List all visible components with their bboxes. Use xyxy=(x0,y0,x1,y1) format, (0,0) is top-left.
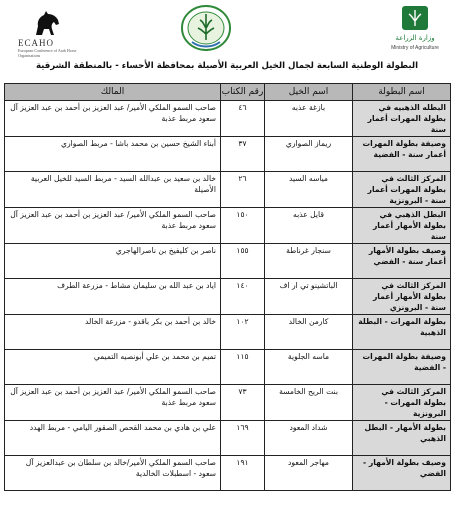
table-header-row xyxy=(5,84,451,101)
number-cell: ١٥٥ xyxy=(221,244,265,279)
number-cell: ١٠٢ xyxy=(221,315,265,350)
owner-cell: صاحب السمو الملكي الأمير/ عبد العزيز بن أحمد بن عبد العزيز آل سعود مربط عذبة xyxy=(5,101,221,137)
header-owner: المالك xyxy=(5,84,221,101)
horse-cell: الباتشينو تي ار اف xyxy=(265,279,353,315)
horse-cell: كارمن الخالد xyxy=(265,315,353,350)
table-row xyxy=(5,315,451,350)
table-row xyxy=(5,172,451,208)
table-row xyxy=(5,385,451,421)
owner-cell: خالد بن أحمد بن بكر باقدو - مزرعة الخالد xyxy=(5,315,221,350)
emblem-logo xyxy=(180,4,232,52)
horse-cell: بازغة عذبه xyxy=(265,101,353,137)
owner-cell: علي بن هادي بن محمد القحص الصقور اليامي - مربط الهدد xyxy=(5,421,221,456)
ministry-logo-english: Ministry of Agriculture xyxy=(391,45,439,51)
horse-cell: ريماز الصواري xyxy=(265,137,353,172)
table-row xyxy=(5,456,451,491)
ecaho-logo-subtitle: European Conference of Arab Horse Organisations xyxy=(18,48,77,58)
header-championship: اسم البطولة xyxy=(353,84,451,101)
championship-cell: بطولة المهرات - البطلة الذهبية xyxy=(353,315,451,350)
results-table xyxy=(4,83,451,491)
horse-cell: شداد المعود xyxy=(265,421,353,456)
number-cell: ١٦٩ xyxy=(221,421,265,456)
championship-cell: المركز الثالث في بطولة المهرات - البرونزية xyxy=(353,385,451,421)
table-row xyxy=(5,244,451,279)
table-row xyxy=(5,279,451,315)
championship-cell: وصيف بطولة الأمهار - الفضي xyxy=(353,456,451,491)
number-cell: ٢٦ xyxy=(221,172,265,208)
championship-cell: المركز الثالث في بطولة الأمهار أعمار سنة - البرونزي xyxy=(353,279,451,315)
horse-cell: قايل عذبه xyxy=(265,208,353,244)
number-cell: ٤٦ xyxy=(221,101,265,137)
number-cell: ٧٣ xyxy=(221,385,265,421)
number-cell: ١٤٠ xyxy=(221,279,265,315)
owner-cell: خالد بن سعيد بن عبدالله السيد - مربط السيد للخيل العربية الأصيلة xyxy=(5,172,221,208)
owner-cell: ناصر بن كليفيخ بن ناصرالهاجري xyxy=(5,244,221,279)
number-cell: ١٩١ xyxy=(221,456,265,491)
championship-cell: وصيفة بطولة المهرات أعمار سنة - الفضية xyxy=(353,137,451,172)
owner-cell: صاحب السمو الملكي الأمير/ عبد العزيز بن أحمد بن عبد العزيز آل سعود مربط عذبة xyxy=(5,208,221,244)
page-header xyxy=(0,0,454,58)
header-number: رقم الكتاب xyxy=(221,84,265,101)
ministry-logo-arabic: وزارة الزراعة xyxy=(395,34,435,42)
table-row xyxy=(5,137,451,172)
horse-icon xyxy=(32,8,62,38)
ecaho-logo-text: ECAHO xyxy=(18,38,54,48)
horse-cell: مهاجر المعود xyxy=(265,456,353,491)
table-row xyxy=(5,350,451,385)
championship-cell: بطولة الأمهار - البطل الذهبي xyxy=(353,421,451,456)
number-cell: ٣٧ xyxy=(221,137,265,172)
owner-cell: تميم بن محمد بن علي أبونصيه التميمي xyxy=(5,350,221,385)
number-cell: ١٥٠ xyxy=(221,208,265,244)
championship-cell: البطل الذهبي في بطولة الأمهار أعمار سنة xyxy=(353,208,451,244)
horse-cell: بنت الريح الخامسة xyxy=(265,385,353,421)
owner-cell: صاحب السمو الملكي الأمير/ عبد العزيز بن أحمد بن عبد العزيز آل سعود مربط عذبة xyxy=(5,385,221,421)
horse-cell: سنجار غرناطة xyxy=(265,244,353,279)
table-row xyxy=(5,208,451,244)
ministry-logo xyxy=(382,4,448,54)
horse-cell: ماسه الجلوية xyxy=(265,350,353,385)
owner-cell: اياد بن عبد الله بن سليمان مشاط - مزرعة الطرف xyxy=(5,279,221,315)
championship-cell: وصيف بطولة الأمهار أعمار سنة - الفضي xyxy=(353,244,451,279)
owner-cell: أبناء الشيخ حسين بن محمد باشا - مربط الصواري xyxy=(5,137,221,172)
table-row xyxy=(5,421,451,456)
owner-cell: صاحب السمو الملكي الأمير/خالد بن سلطان بن عبدالعزيز آل سعود - اسطبلات الخالدية xyxy=(5,456,221,491)
championship-cell: المركز الثالث في بطولة المهرات أعمار سنة - البرونزية xyxy=(353,172,451,208)
header-horse: اسم الخيل xyxy=(265,84,353,101)
table-row xyxy=(5,101,451,137)
championship-cell: البطله الذهبيه في بطولة المهرات أعمار سنة xyxy=(353,101,451,137)
ecaho-logo xyxy=(10,6,96,56)
page-title: البطولة الوطنية السابعة لجمال الخيل العربية الأصيلة بمحافظة الأحساء - بالمنطقة الشرقية xyxy=(35,61,419,71)
number-cell: ١١٥ xyxy=(221,350,265,385)
championship-cell: وصيفة بطولة المهرات - الفضية xyxy=(353,350,451,385)
horse-cell: مياسه السيد xyxy=(265,172,353,208)
